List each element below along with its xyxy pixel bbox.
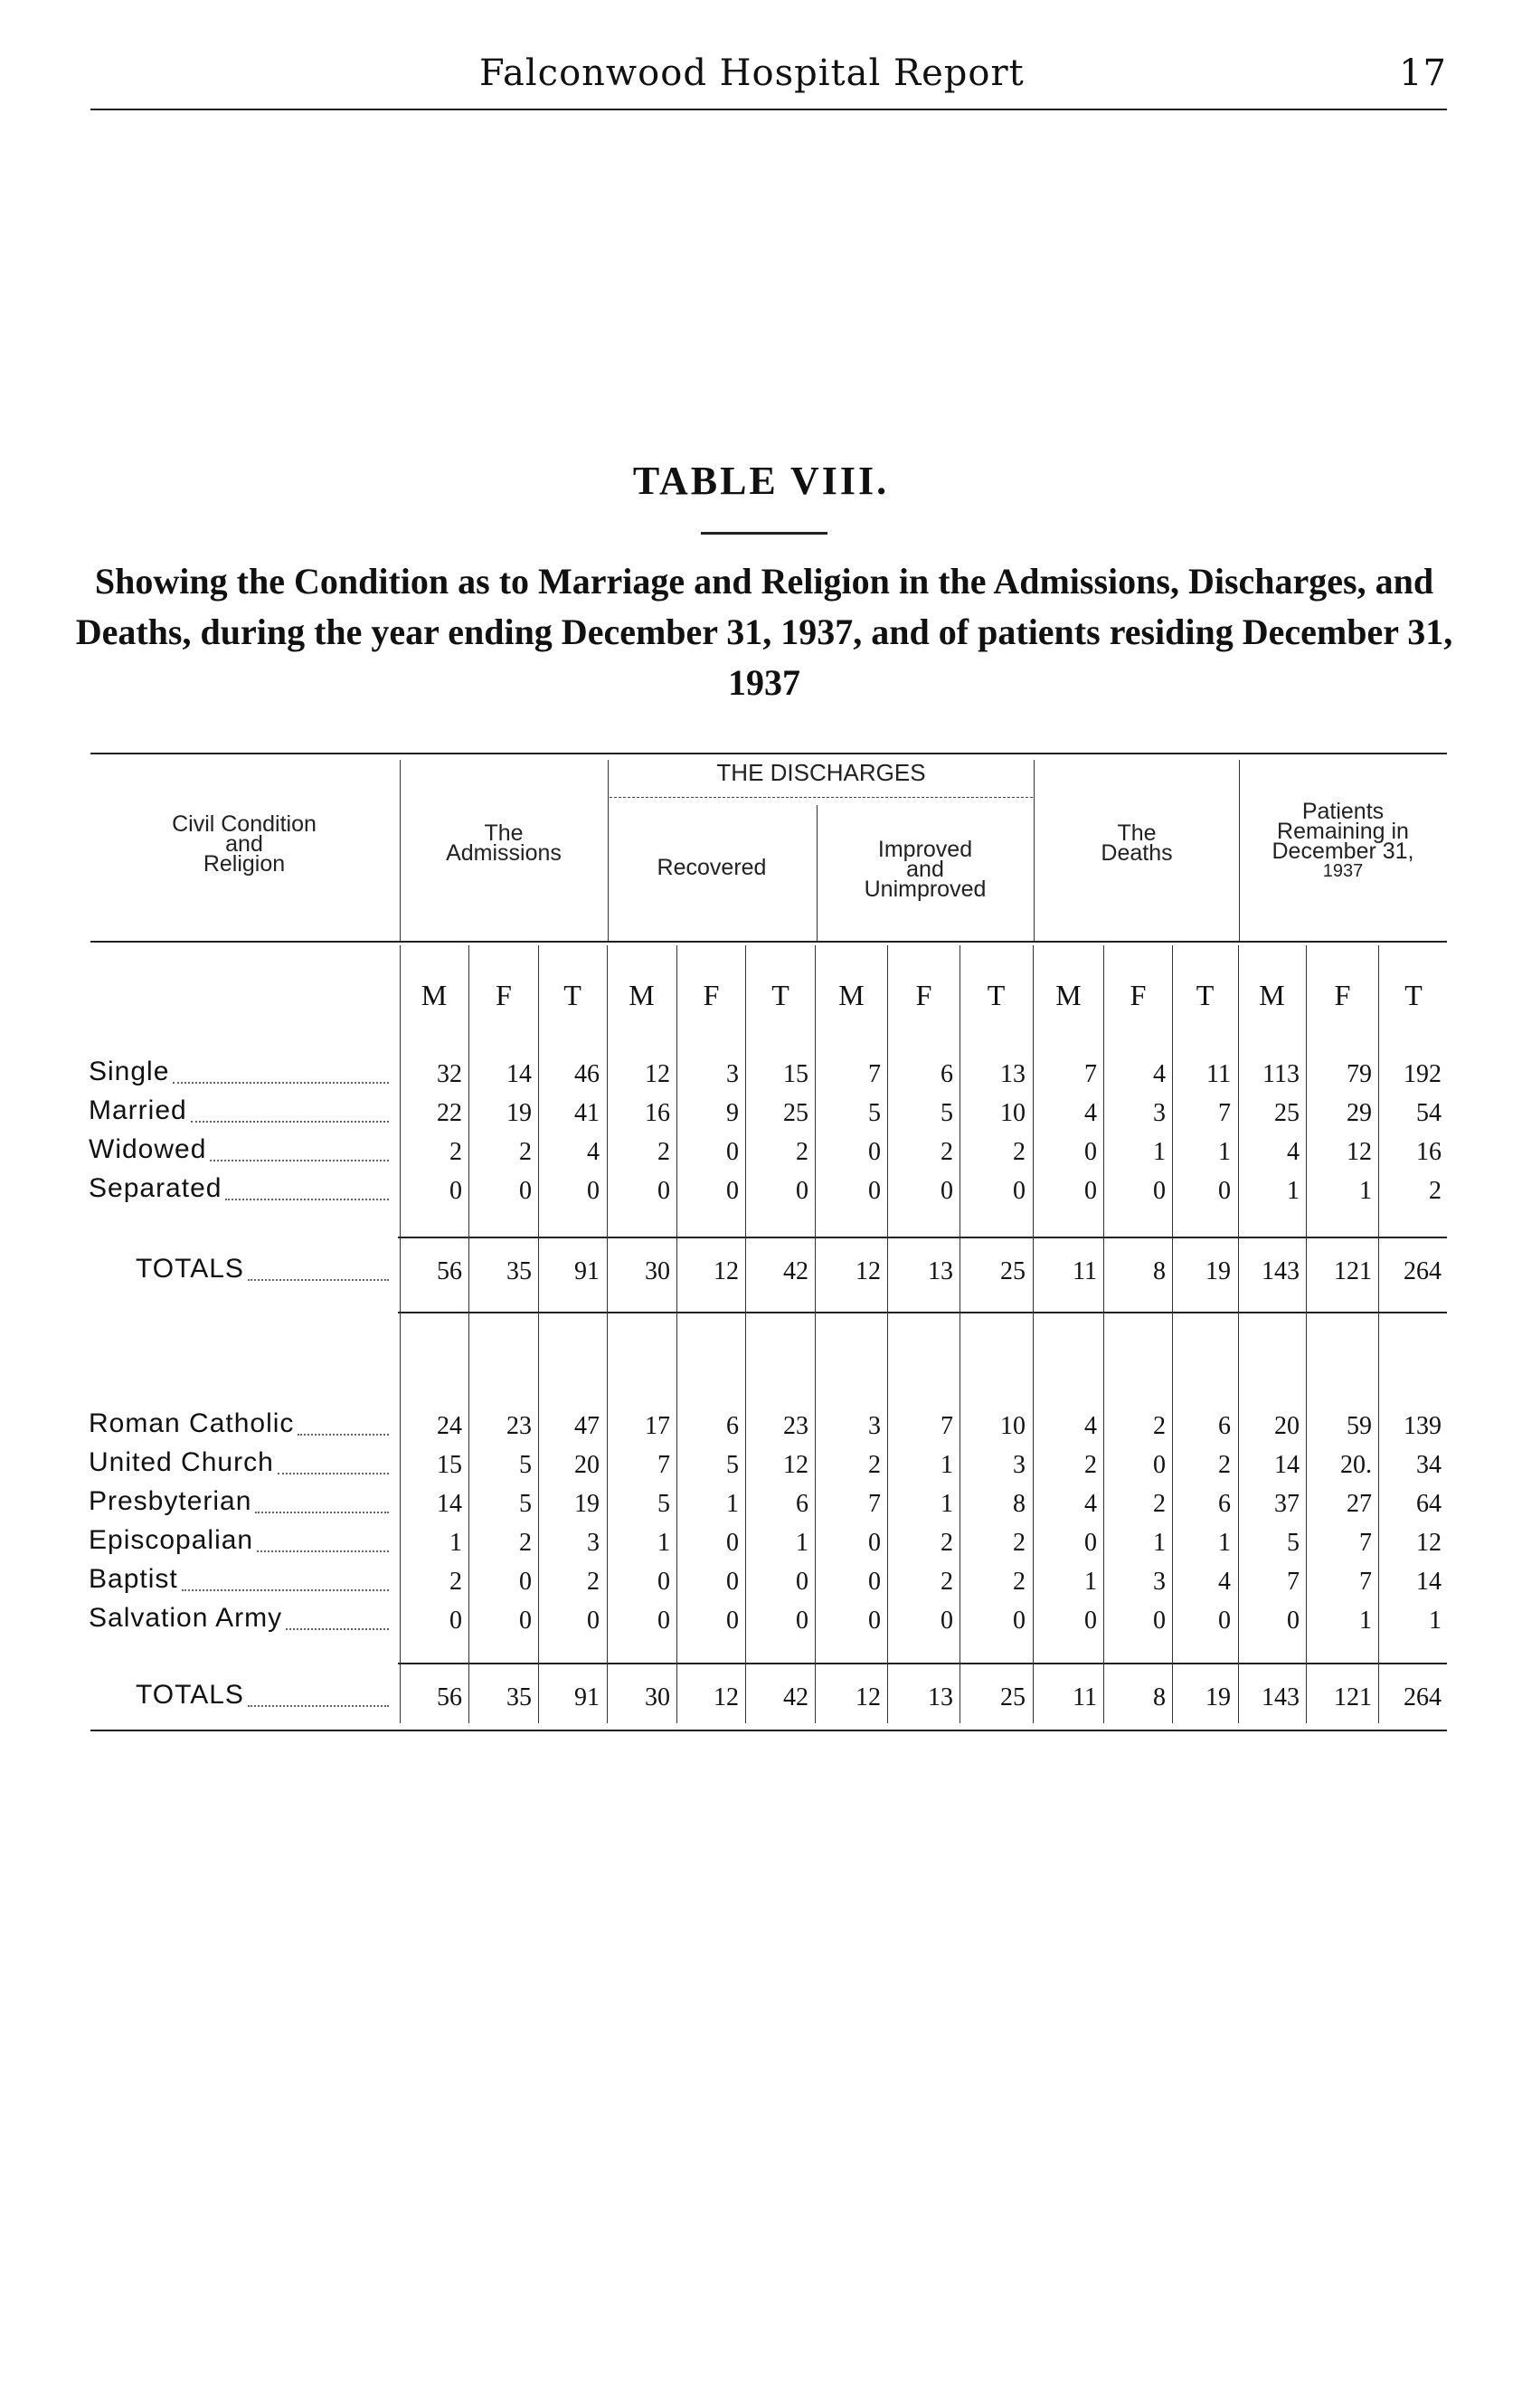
header-column-rule <box>608 760 609 941</box>
table-cell: 3 <box>587 1529 600 1557</box>
table-cell: 20 <box>1274 1412 1300 1440</box>
column-letter: T <box>1196 979 1215 1011</box>
table-cell: 7 <box>941 1412 953 1440</box>
table-cell: 3 <box>1153 1568 1166 1596</box>
table-cell: 2 <box>1084 1451 1097 1479</box>
table-cell: 2 <box>941 1568 953 1596</box>
table-cell: 30 <box>645 1683 670 1711</box>
table-cell: 1 <box>1218 1529 1231 1557</box>
table-cell: 56 <box>437 1683 462 1711</box>
admissions-header <box>401 820 607 866</box>
column-letter: F <box>496 979 512 1011</box>
table-cell: 0 <box>1287 1607 1300 1635</box>
header-bottom-rule <box>90 941 1447 943</box>
table-cell: 121 <box>1334 1257 1372 1285</box>
table-bottom-rule <box>90 1730 1447 1731</box>
table-number-title: TABLE VIII. <box>632 459 890 503</box>
table-cell: 25 <box>1000 1257 1026 1285</box>
table-cell: 46 <box>574 1060 600 1088</box>
column-rule <box>745 945 746 1723</box>
table-cell: 59 <box>1347 1412 1372 1440</box>
table-cell: 32 <box>437 1060 462 1088</box>
row-label-text: TOTALS <box>136 1254 244 1284</box>
table-cell: 19 <box>574 1490 600 1518</box>
deaths-header-line-2: Deaths <box>1101 840 1173 866</box>
table-cell: 6 <box>796 1490 808 1518</box>
table-cell: 1 <box>1153 1529 1166 1557</box>
table-cell: 6 <box>1218 1412 1231 1440</box>
table-cell: 16 <box>1416 1138 1442 1166</box>
table-cell: 30 <box>645 1257 670 1285</box>
row-label-text: Presbyterian <box>89 1486 252 1516</box>
civil-totals-rule <box>398 1312 1447 1313</box>
table-cell: 25 <box>1000 1683 1026 1711</box>
table-cell: 2 <box>1153 1412 1166 1440</box>
table-cell: 3 <box>1153 1099 1166 1127</box>
table-cell: 35 <box>506 1257 532 1285</box>
table-cell: 2 <box>1429 1177 1442 1205</box>
table-cell: 41 <box>574 1099 600 1127</box>
table-cell: 2 <box>449 1568 462 1596</box>
dot-leader <box>173 1082 389 1084</box>
row-label-text: Episcopalian <box>89 1525 254 1555</box>
table-subtitle: Showing the Condition as to Marriage and Religion in the Admissions, Discharges, and Deaths, during the year ending December 31, 1937, and of patients residing December 31, 1937 <box>75 561 1453 703</box>
running-title: Falconwood Hospital Report <box>479 52 1025 94</box>
row-label <box>89 1564 392 1600</box>
table-cell: 23 <box>506 1412 532 1440</box>
table-cell: 79 <box>1347 1060 1372 1088</box>
table-cell: 0 <box>868 1568 881 1596</box>
row-label <box>89 1057 392 1093</box>
dot-leader <box>298 1434 389 1436</box>
table-cell: 1 <box>1429 1607 1442 1635</box>
table-cell: 12 <box>856 1257 881 1285</box>
table-cell: 7 <box>868 1490 881 1518</box>
dot-leader <box>248 1705 389 1707</box>
table-cell: 0 <box>868 1177 881 1205</box>
table-cell: 0 <box>1084 1138 1097 1166</box>
discharges-subrule <box>610 797 1033 798</box>
improved-header-line-1: Improved <box>877 837 973 862</box>
row-label <box>89 1447 392 1484</box>
table-cell: 7 <box>1359 1568 1372 1596</box>
admissions-header-line-1: The <box>484 820 524 846</box>
table-cell: 0 <box>1084 1529 1097 1557</box>
table-cell: 0 <box>1084 1177 1097 1205</box>
table-cell: 11 <box>1073 1683 1097 1711</box>
table-cell: 42 <box>783 1257 808 1285</box>
table-cell: 3 <box>726 1060 739 1088</box>
table-cell: 2 <box>941 1529 953 1557</box>
table-cell: 13 <box>928 1683 953 1711</box>
table-cell: 23 <box>783 1412 808 1440</box>
column-letter: T <box>771 979 789 1011</box>
page-number: 17 <box>1399 52 1447 94</box>
column-rule <box>1172 945 1173 1723</box>
table-cell: 2 <box>519 1138 532 1166</box>
table-cell: 11 <box>1206 1060 1231 1088</box>
table-cell: 1 <box>1153 1138 1166 1166</box>
table-cell: 4 <box>587 1138 600 1166</box>
table-cell: 19 <box>1205 1683 1231 1711</box>
table-cell: 2 <box>449 1138 462 1166</box>
table-cell: 0 <box>587 1607 600 1635</box>
column-letter: M <box>421 979 448 1011</box>
row-label-text: Salvation Army <box>89 1603 283 1633</box>
table-cell: 0 <box>657 1607 670 1635</box>
column-rule <box>468 945 469 1723</box>
table-cell: 5 <box>519 1490 532 1518</box>
row-label <box>89 1525 392 1561</box>
row-label-text: United Church <box>89 1447 274 1477</box>
table-cell: 14 <box>1416 1568 1442 1596</box>
table-cell: 29 <box>1347 1099 1372 1127</box>
table-cell: 2 <box>1013 1138 1026 1166</box>
table-cell: 0 <box>1013 1607 1026 1635</box>
column-rule <box>538 945 539 1723</box>
totals-row-label <box>136 1254 392 1290</box>
table-cell: 0 <box>726 1138 739 1166</box>
table-cell: 17 <box>645 1412 670 1440</box>
table-cell: 0 <box>1153 1607 1166 1635</box>
table-cell: 2 <box>657 1138 670 1166</box>
row-header-line-1: Civil Condition <box>172 811 317 837</box>
table-cell: 0 <box>519 1177 532 1205</box>
table-cell: 4 <box>1218 1568 1231 1596</box>
table-cell: 143 <box>1262 1683 1300 1711</box>
table-cell: 0 <box>1153 1451 1166 1479</box>
table-cell: 1 <box>796 1529 808 1557</box>
table-cell: 12 <box>856 1683 881 1711</box>
table-cell: 35 <box>506 1683 532 1711</box>
religion-subtotal-rule <box>398 1663 1447 1664</box>
row-label <box>89 1408 392 1445</box>
table-cell: 3 <box>868 1412 881 1440</box>
table-cell: 6 <box>726 1412 739 1440</box>
table-cell: 47 <box>574 1412 600 1440</box>
column-letter: F <box>1130 979 1147 1011</box>
table-cell: 264 <box>1404 1257 1442 1285</box>
header-column-rule <box>817 805 818 941</box>
table-cell: 0 <box>796 1177 808 1205</box>
table-cell: 0 <box>796 1607 808 1635</box>
table-cell: 1 <box>657 1529 670 1557</box>
title-rule <box>701 532 827 535</box>
row-label-text: Separated <box>89 1173 222 1203</box>
table-cell: 0 <box>519 1607 532 1635</box>
table-cell: 0 <box>726 1529 739 1557</box>
table-cell: 143 <box>1262 1257 1300 1285</box>
table-cell: 1 <box>941 1451 953 1479</box>
column-letter: T <box>987 979 1006 1011</box>
dot-leader <box>191 1121 389 1123</box>
table-cell: 8 <box>1013 1490 1026 1518</box>
row-label-text: Single <box>89 1057 170 1086</box>
row-label-text: TOTALS <box>136 1680 244 1710</box>
row-label <box>89 1603 392 1639</box>
table-cell: 113 <box>1262 1060 1300 1088</box>
table-cell: 15 <box>783 1060 808 1088</box>
table-cell: 0 <box>726 1607 739 1635</box>
table-cell: 2 <box>519 1529 532 1557</box>
table-cell: 4 <box>1287 1138 1300 1166</box>
column-letter: F <box>1334 979 1351 1011</box>
header-column-rule <box>1239 760 1240 941</box>
admissions-header-line-2: Admissions <box>446 840 562 866</box>
table-cell: 0 <box>1218 1177 1231 1205</box>
table-cell: 5 <box>519 1451 532 1479</box>
improved-header-line-3: Unimproved <box>864 877 987 902</box>
table-cell: 13 <box>1000 1060 1026 1088</box>
table-cell: 12 <box>783 1451 808 1479</box>
recovered-header: Recovered <box>657 855 767 880</box>
column-letter: F <box>703 979 720 1011</box>
table-cell: 0 <box>449 1607 462 1635</box>
column-letter: T <box>563 979 581 1011</box>
row-label-text: Widowed <box>89 1134 207 1164</box>
remaining-header-line-3: December 31, <box>1271 839 1414 864</box>
table-cell: 0 <box>657 1177 670 1205</box>
remaining-header-line-1: Patients <box>1301 799 1385 824</box>
table-cell: 1 <box>726 1490 739 1518</box>
column-letter: M <box>629 979 655 1011</box>
table-cell: 2 <box>796 1138 808 1166</box>
table-cell: 0 <box>1218 1607 1231 1635</box>
table-cell: 14 <box>1274 1451 1300 1479</box>
table-cell: 8 <box>1153 1257 1166 1285</box>
row-header-line-2: and <box>225 831 263 857</box>
table-cell: 0 <box>1013 1177 1026 1205</box>
table-cell: 0 <box>941 1177 953 1205</box>
header-column-rule <box>1034 760 1035 941</box>
table-cell: 14 <box>506 1060 532 1088</box>
improved-header-line-2: and <box>906 857 944 882</box>
table-cell: 4 <box>1153 1060 1166 1088</box>
table-cell: 192 <box>1404 1060 1442 1088</box>
table-cell: 19 <box>506 1099 532 1127</box>
table-cell: 7 <box>1084 1060 1097 1088</box>
table-cell: 0 <box>1084 1607 1097 1635</box>
table-cell: 12 <box>645 1060 670 1088</box>
table-cell: 2 <box>1153 1490 1166 1518</box>
table-cell: 14 <box>437 1490 462 1518</box>
table-cell: 2 <box>1013 1529 1026 1557</box>
table-cell: 5 <box>941 1099 953 1127</box>
table-cell: 4 <box>1084 1490 1097 1518</box>
column-rule <box>1306 945 1307 1723</box>
dot-leader <box>286 1628 389 1630</box>
dot-leader <box>255 1512 389 1513</box>
table-cell: 20. <box>1340 1451 1372 1479</box>
table-cell: 12 <box>1347 1138 1372 1166</box>
dot-leader <box>248 1279 389 1281</box>
column-rule <box>887 945 888 1723</box>
remaining-header-line-4: 1937 <box>1322 861 1364 881</box>
table-cell: 8 <box>1153 1683 1166 1711</box>
table-cell: 0 <box>868 1607 881 1635</box>
table-cell: 10 <box>1000 1099 1026 1127</box>
row-label <box>89 1134 392 1171</box>
column-rule <box>1033 945 1034 1723</box>
table-cell: 24 <box>437 1412 462 1440</box>
column-rule <box>676 945 677 1723</box>
header-column-rule <box>400 760 401 941</box>
row-label <box>89 1095 392 1132</box>
table-cell: 6 <box>1218 1490 1231 1518</box>
table-cell: 1 <box>1084 1568 1097 1596</box>
dot-leader <box>182 1589 389 1591</box>
table-cell: 7 <box>657 1451 670 1479</box>
table-cell: 0 <box>519 1568 532 1596</box>
table-cell: 1 <box>449 1529 462 1557</box>
table-cell: 0 <box>796 1568 808 1596</box>
table-cell: 20 <box>574 1451 600 1479</box>
table-cell: 15 <box>437 1451 462 1479</box>
table-cell: 91 <box>574 1683 600 1711</box>
table-cell: 10 <box>1000 1412 1026 1440</box>
table-cell: 7 <box>1287 1568 1300 1596</box>
row-label-text: Married <box>89 1095 187 1125</box>
table-cell: 1 <box>1359 1607 1372 1635</box>
table-cell: 2 <box>1218 1451 1231 1479</box>
table-cell: 37 <box>1274 1490 1300 1518</box>
table-cell: 0 <box>726 1568 739 1596</box>
totals-row-label <box>136 1680 392 1716</box>
table-cell: 12 <box>1416 1529 1442 1557</box>
table-cell: 1 <box>941 1490 953 1518</box>
table-cell: 0 <box>1153 1177 1166 1205</box>
table-cell: 16 <box>645 1099 670 1127</box>
table-cell: 7 <box>868 1060 881 1088</box>
column-letter: F <box>915 979 932 1011</box>
table-cell: 91 <box>574 1257 600 1285</box>
table-cell: 5 <box>868 1099 881 1127</box>
remaining-header <box>1239 801 1447 881</box>
deaths-header <box>1035 820 1239 866</box>
table-cell: 54 <box>1416 1099 1442 1127</box>
row-label <box>89 1486 392 1522</box>
civil-subtotal-rule <box>398 1237 1447 1238</box>
table-cell: 0 <box>726 1177 739 1205</box>
dot-leader <box>278 1473 389 1474</box>
row-label-text: Baptist <box>89 1564 178 1594</box>
column-letter: M <box>1055 979 1082 1011</box>
table-cell: 19 <box>1205 1257 1231 1285</box>
table-cell: 0 <box>657 1568 670 1596</box>
table-cell: 6 <box>941 1060 953 1088</box>
table-cell: 12 <box>714 1683 739 1711</box>
table-cell: 121 <box>1334 1683 1372 1711</box>
table-cell: 25 <box>1274 1099 1300 1127</box>
table-cell: 0 <box>868 1138 881 1166</box>
table-cell: 5 <box>726 1451 739 1479</box>
table-cell: 2 <box>941 1138 953 1166</box>
table-cell: 7 <box>1218 1099 1231 1127</box>
row-header <box>99 811 389 877</box>
table-cell: 9 <box>726 1099 739 1127</box>
remaining-header-line-2: Remaining in <box>1277 819 1409 844</box>
table-cell: 0 <box>868 1529 881 1557</box>
table-cell: 56 <box>437 1257 462 1285</box>
discharges-header: THE DISCHARGES <box>716 759 926 786</box>
table-cell: 12 <box>714 1257 739 1285</box>
table-cell: 0 <box>449 1177 462 1205</box>
column-letter: T <box>1404 979 1423 1011</box>
table-cell: 1 <box>1359 1177 1372 1205</box>
table-cell: 1 <box>1218 1138 1231 1166</box>
header-rule <box>90 109 1447 110</box>
improved-header <box>817 837 1034 902</box>
dot-leader <box>210 1160 389 1161</box>
row-label <box>89 1173 392 1209</box>
table-cell: 2 <box>587 1568 600 1596</box>
table-cell: 11 <box>1073 1257 1097 1285</box>
dot-leader <box>257 1550 389 1552</box>
table-cell: 22 <box>437 1099 462 1127</box>
table-cell: 1 <box>1287 1177 1300 1205</box>
table-cell: 27 <box>1347 1490 1372 1518</box>
table-cell: 64 <box>1416 1490 1442 1518</box>
dot-leader <box>225 1199 389 1200</box>
table-cell: 3 <box>1013 1451 1026 1479</box>
row-label-text: Roman Catholic <box>89 1408 295 1438</box>
table-cell: 4 <box>1084 1099 1097 1127</box>
table-cell: 2 <box>868 1451 881 1479</box>
table-cell: 139 <box>1404 1412 1442 1440</box>
table-cell: 34 <box>1416 1451 1442 1479</box>
table-cell: 13 <box>928 1257 953 1285</box>
table-cell: 5 <box>657 1490 670 1518</box>
row-header-line-3: Religion <box>203 851 286 877</box>
table-cell: 7 <box>1359 1529 1372 1557</box>
table-cell: 5 <box>1287 1529 1300 1557</box>
column-rule <box>815 945 816 1723</box>
table-cell: 25 <box>783 1099 808 1127</box>
table-top-rule <box>90 753 1447 754</box>
table-cell: 0 <box>941 1607 953 1635</box>
table-cell: 4 <box>1084 1412 1097 1440</box>
column-letter: M <box>838 979 865 1011</box>
table-cell: 2 <box>1013 1568 1026 1596</box>
table-cell: 264 <box>1404 1683 1442 1711</box>
column-rule <box>1378 945 1379 1723</box>
column-letter: M <box>1259 979 1285 1011</box>
column-rule <box>1103 945 1104 1723</box>
deaths-header-line-1: The <box>1117 820 1157 846</box>
table-cell: 0 <box>587 1177 600 1205</box>
table-cell: 42 <box>783 1683 808 1711</box>
